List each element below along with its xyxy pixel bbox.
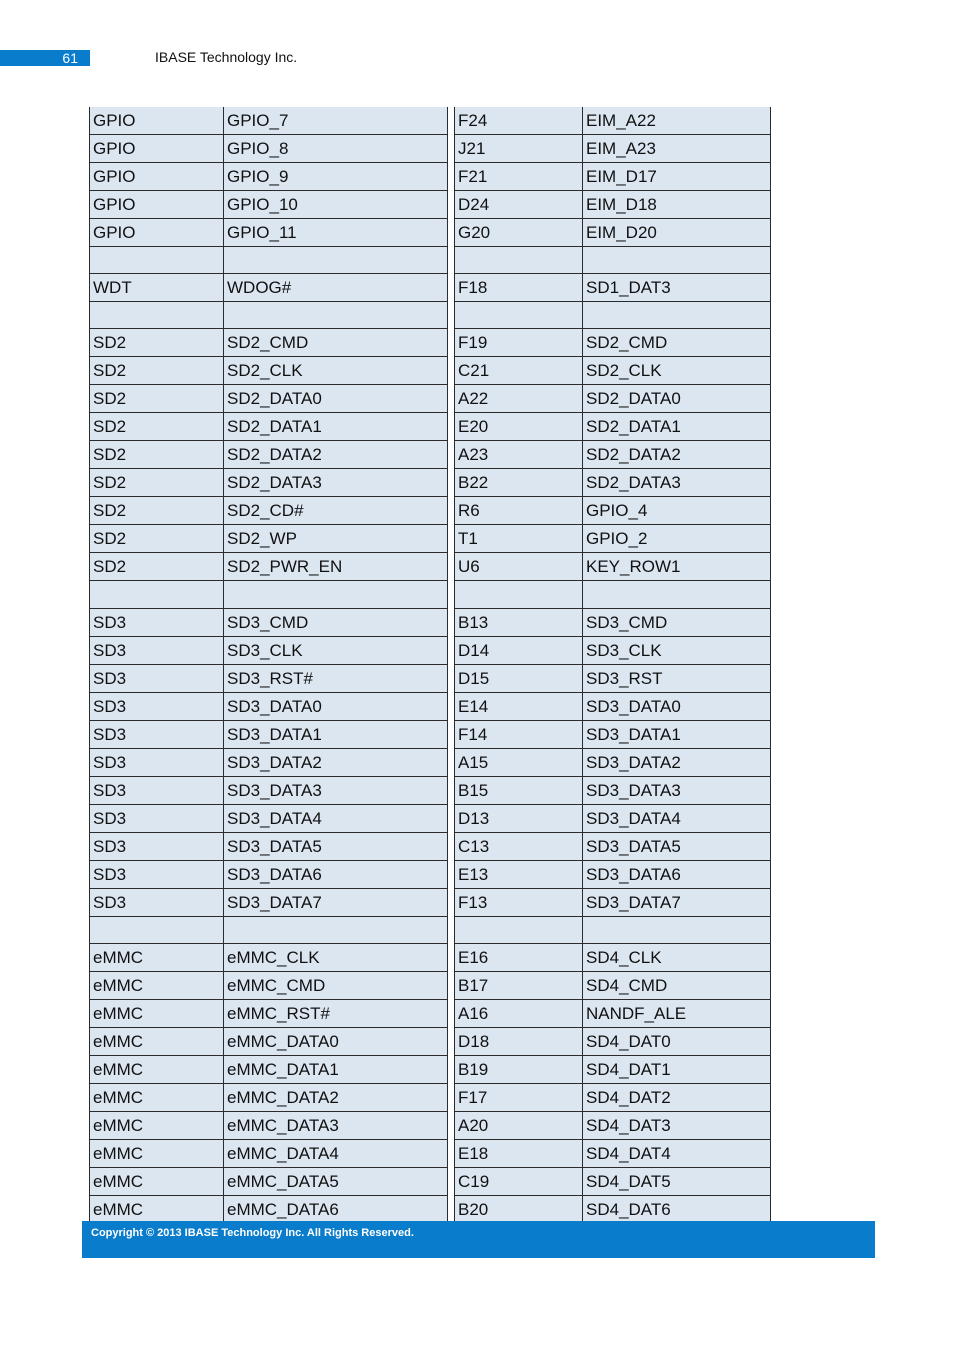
signal-group-cell: WDT <box>89 274 224 302</box>
table-row <box>89 274 771 302</box>
table-row <box>89 665 771 693</box>
ball-cell: R6 <box>454 497 583 525</box>
ball-cell: J21 <box>454 135 583 163</box>
table-row <box>89 972 771 1000</box>
table-row <box>89 889 771 917</box>
cpu-pin-cell: SD3_RST <box>583 665 771 693</box>
cpu-pin-cell: SD3_DATA4 <box>583 805 771 833</box>
table-row <box>89 385 771 413</box>
cpu-pin-cell: GPIO_2 <box>583 525 771 553</box>
table-row <box>89 163 771 191</box>
ball-cell: B13 <box>454 609 583 637</box>
signal-name-cell: SD3_CLK <box>224 637 448 665</box>
ball-cell: D15 <box>454 665 583 693</box>
ball-cell: B20 <box>454 1196 583 1224</box>
signal-group-cell: GPIO <box>89 135 224 163</box>
signal-group-cell <box>89 247 224 274</box>
signal-name-cell: eMMC_DATA1 <box>224 1056 448 1084</box>
ball-cell: D18 <box>454 1028 583 1056</box>
cpu-pin-cell: SD3_DATA5 <box>583 833 771 861</box>
table-row <box>89 944 771 972</box>
signal-name-cell: SD3_DATA4 <box>224 805 448 833</box>
ball-cell: B17 <box>454 972 583 1000</box>
signal-name-cell: SD3_DATA5 <box>224 833 448 861</box>
table-row <box>89 917 771 944</box>
signal-group-cell: SD2 <box>89 525 224 553</box>
signal-name-cell: GPIO_9 <box>224 163 448 191</box>
page-number: 61 <box>62 50 78 66</box>
ball-cell: E18 <box>454 1140 583 1168</box>
ball-cell <box>454 917 583 944</box>
cpu-pin-cell: SD4_CLK <box>583 944 771 972</box>
ball-cell: E16 <box>454 944 583 972</box>
table-row <box>89 497 771 525</box>
signal-name-cell <box>224 302 448 329</box>
cpu-pin-cell: SD4_DAT1 <box>583 1056 771 1084</box>
table-row <box>89 441 771 469</box>
signal-group-cell: eMMC <box>89 944 224 972</box>
ball-cell: B22 <box>454 469 583 497</box>
table-row <box>89 749 771 777</box>
table-row <box>89 413 771 441</box>
ball-cell: A22 <box>454 385 583 413</box>
table-row <box>89 135 771 163</box>
ball-cell: D24 <box>454 191 583 219</box>
signal-group-cell: SD2 <box>89 441 224 469</box>
cpu-pin-cell: SD4_DAT2 <box>583 1084 771 1112</box>
ball-cell: F24 <box>454 107 583 135</box>
signal-group-cell: eMMC <box>89 1112 224 1140</box>
cpu-pin-cell: KEY_ROW1 <box>583 553 771 581</box>
cpu-pin-cell: SD1_DAT3 <box>583 274 771 302</box>
signal-group-cell: SD2 <box>89 385 224 413</box>
cpu-pin-cell: EIM_D17 <box>583 163 771 191</box>
cpu-pin-cell: SD3_DATA7 <box>583 889 771 917</box>
signal-group-cell: eMMC <box>89 1196 224 1224</box>
ball-cell: F13 <box>454 889 583 917</box>
signal-name-cell: GPIO_7 <box>224 107 448 135</box>
cpu-pin-cell: SD2_CMD <box>583 329 771 357</box>
signal-name-cell: SD2_PWR_EN <box>224 553 448 581</box>
signal-name-cell: eMMC_DATA3 <box>224 1112 448 1140</box>
table-row <box>89 525 771 553</box>
pin-table-body <box>89 107 771 1224</box>
ball-cell: F18 <box>454 274 583 302</box>
table-row <box>89 609 771 637</box>
table-row <box>89 637 771 665</box>
signal-group-cell: SD3 <box>89 749 224 777</box>
signal-group-cell: SD3 <box>89 889 224 917</box>
table-row <box>89 1196 771 1224</box>
signal-group-cell <box>89 302 224 329</box>
cpu-pin-cell: SD2_CLK <box>583 357 771 385</box>
ball-cell: D13 <box>454 805 583 833</box>
table-row <box>89 219 771 247</box>
signal-group-cell: GPIO <box>89 219 224 247</box>
cpu-pin-cell: EIM_A23 <box>583 135 771 163</box>
ball-cell: D14 <box>454 637 583 665</box>
signal-name-cell: eMMC_DATA4 <box>224 1140 448 1168</box>
signal-group-cell: SD3 <box>89 805 224 833</box>
signal-name-cell: SD2_CD# <box>224 497 448 525</box>
signal-group-cell <box>89 581 224 608</box>
cpu-pin-cell: GPIO_4 <box>583 497 771 525</box>
signal-group-cell: eMMC <box>89 1140 224 1168</box>
ball-cell: B15 <box>454 777 583 805</box>
table-row <box>89 721 771 749</box>
signal-group-cell: eMMC <box>89 1028 224 1056</box>
table-row <box>89 581 771 608</box>
signal-group-cell: SD2 <box>89 469 224 497</box>
cpu-pin-cell: SD2_DATA0 <box>583 385 771 413</box>
table-row <box>89 1028 771 1056</box>
cpu-pin-cell: SD3_CMD <box>583 609 771 637</box>
signal-group-cell: SD3 <box>89 861 224 889</box>
ball-cell: E14 <box>454 693 583 721</box>
signal-name-cell: SD2_CMD <box>224 329 448 357</box>
ball-cell: E13 <box>454 861 583 889</box>
cpu-pin-cell: SD4_DAT6 <box>583 1196 771 1224</box>
signal-name-cell: GPIO_10 <box>224 191 448 219</box>
signal-group-cell: eMMC <box>89 1084 224 1112</box>
cpu-pin-cell: SD3_DATA1 <box>583 721 771 749</box>
table-row <box>89 1112 771 1140</box>
ball-cell: C13 <box>454 833 583 861</box>
signal-name-cell: SD3_CMD <box>224 609 448 637</box>
signal-group-cell: SD2 <box>89 497 224 525</box>
table-row <box>89 777 771 805</box>
ball-cell: C19 <box>454 1168 583 1196</box>
signal-group-cell: SD2 <box>89 329 224 357</box>
ball-cell <box>454 247 583 274</box>
ball-cell <box>454 302 583 329</box>
signal-name-cell <box>224 581 448 608</box>
cpu-pin-cell: NANDF_ALE <box>583 1000 771 1028</box>
signal-name-cell: GPIO_8 <box>224 135 448 163</box>
ball-cell: A20 <box>454 1112 583 1140</box>
signal-group-cell: GPIO <box>89 107 224 135</box>
signal-name-cell: eMMC_DATA6 <box>224 1196 448 1224</box>
page-number-badge <box>0 50 90 66</box>
signal-name-cell: SD2_CLK <box>224 357 448 385</box>
cpu-pin-cell: SD4_DAT5 <box>583 1168 771 1196</box>
table-row <box>89 302 771 329</box>
ball-cell: F21 <box>454 163 583 191</box>
table-row <box>89 107 771 135</box>
cpu-pin-cell: SD3_DATA3 <box>583 777 771 805</box>
signal-group-cell: SD3 <box>89 721 224 749</box>
signal-group-cell: GPIO <box>89 163 224 191</box>
cpu-pin-cell: SD3_DATA6 <box>583 861 771 889</box>
ball-cell: U6 <box>454 553 583 581</box>
signal-group-cell: eMMC <box>89 1000 224 1028</box>
signal-group-cell: eMMC <box>89 972 224 1000</box>
signal-name-cell: SD3_DATA2 <box>224 749 448 777</box>
cpu-pin-cell <box>583 247 771 274</box>
cpu-pin-cell: SD3_DATA2 <box>583 749 771 777</box>
signal-name-cell: SD3_DATA3 <box>224 777 448 805</box>
ball-cell: A15 <box>454 749 583 777</box>
cpu-pin-cell: SD2_DATA2 <box>583 441 771 469</box>
cpu-pin-cell <box>583 581 771 608</box>
signal-name-cell: SD3_RST# <box>224 665 448 693</box>
cpu-pin-cell: SD4_DAT4 <box>583 1140 771 1168</box>
signal-group-cell: SD3 <box>89 693 224 721</box>
cpu-pin-cell: EIM_D18 <box>583 191 771 219</box>
table-row <box>89 805 771 833</box>
signal-name-cell: SD2_DATA1 <box>224 413 448 441</box>
signal-name-cell: GPIO_11 <box>224 219 448 247</box>
table-row <box>89 329 771 357</box>
ball-cell: F17 <box>454 1084 583 1112</box>
ball-cell: G20 <box>454 219 583 247</box>
signal-name-cell: SD2_DATA2 <box>224 441 448 469</box>
ball-cell <box>454 581 583 608</box>
table-row <box>89 833 771 861</box>
table-row <box>89 1000 771 1028</box>
signal-name-cell <box>224 917 448 944</box>
cpu-pin-cell: EIM_A22 <box>583 107 771 135</box>
signal-name-cell <box>224 247 448 274</box>
signal-name-cell: eMMC_DATA0 <box>224 1028 448 1056</box>
signal-group-cell: SD3 <box>89 665 224 693</box>
table-row <box>89 1140 771 1168</box>
cpu-pin-cell: SD2_DATA1 <box>583 413 771 441</box>
signal-name-cell: eMMC_DATA5 <box>224 1168 448 1196</box>
ball-cell: E20 <box>454 413 583 441</box>
cpu-pin-cell: SD2_DATA3 <box>583 469 771 497</box>
cpu-pin-cell: SD3_DATA0 <box>583 693 771 721</box>
signal-name-cell: eMMC_RST# <box>224 1000 448 1028</box>
ball-cell: B19 <box>454 1056 583 1084</box>
copyright-text: Copyright © 2013 IBASE Technology Inc. All Rights Reserved. <box>91 1227 414 1239</box>
signal-group-cell: SD2 <box>89 357 224 385</box>
table-row <box>89 861 771 889</box>
signal-name-cell: WDOG# <box>224 274 448 302</box>
pin-table <box>89 107 771 1224</box>
signal-name-cell: SD3_DATA0 <box>224 693 448 721</box>
table-row <box>89 469 771 497</box>
cpu-pin-cell: SD3_CLK <box>583 637 771 665</box>
table-row <box>89 553 771 581</box>
table-row <box>89 1084 771 1112</box>
ball-cell: A23 <box>454 441 583 469</box>
cpu-pin-cell: SD4_CMD <box>583 972 771 1000</box>
signal-group-cell: GPIO <box>89 191 224 219</box>
signal-group-cell: eMMC <box>89 1168 224 1196</box>
ball-cell: C21 <box>454 357 583 385</box>
signal-name-cell: eMMC_CLK <box>224 944 448 972</box>
ball-cell: F19 <box>454 329 583 357</box>
signal-name-cell: eMMC_CMD <box>224 972 448 1000</box>
ball-cell: F14 <box>454 721 583 749</box>
signal-group-cell: SD3 <box>89 833 224 861</box>
signal-name-cell: SD2_DATA0 <box>224 385 448 413</box>
signal-name-cell: SD3_DATA1 <box>224 721 448 749</box>
signal-group-cell: SD3 <box>89 777 224 805</box>
signal-name-cell: eMMC_DATA2 <box>224 1084 448 1112</box>
table-row <box>89 357 771 385</box>
signal-group-cell: SD3 <box>89 609 224 637</box>
ball-cell: A16 <box>454 1000 583 1028</box>
signal-name-cell: SD2_WP <box>224 525 448 553</box>
signal-name-cell: SD3_DATA6 <box>224 861 448 889</box>
cpu-pin-cell: EIM_D20 <box>583 219 771 247</box>
table-row <box>89 247 771 274</box>
company-name: IBASE Technology Inc. <box>155 49 298 65</box>
cpu-pin-cell <box>583 302 771 329</box>
table-row <box>89 693 771 721</box>
signal-group-cell: SD3 <box>89 637 224 665</box>
signal-group-cell: SD2 <box>89 553 224 581</box>
signal-group-cell: SD2 <box>89 413 224 441</box>
signal-name-cell: SD2_DATA3 <box>224 469 448 497</box>
cpu-pin-cell <box>583 917 771 944</box>
ball-cell: T1 <box>454 525 583 553</box>
signal-group-cell: eMMC <box>89 1056 224 1084</box>
cpu-pin-cell: SD4_DAT0 <box>583 1028 771 1056</box>
signal-group-cell <box>89 917 224 944</box>
table-row <box>89 1056 771 1084</box>
signal-name-cell: SD3_DATA7 <box>224 889 448 917</box>
table-row <box>89 1168 771 1196</box>
footer-bar <box>82 1221 875 1258</box>
table-row <box>89 191 771 219</box>
cpu-pin-cell: SD4_DAT3 <box>583 1112 771 1140</box>
